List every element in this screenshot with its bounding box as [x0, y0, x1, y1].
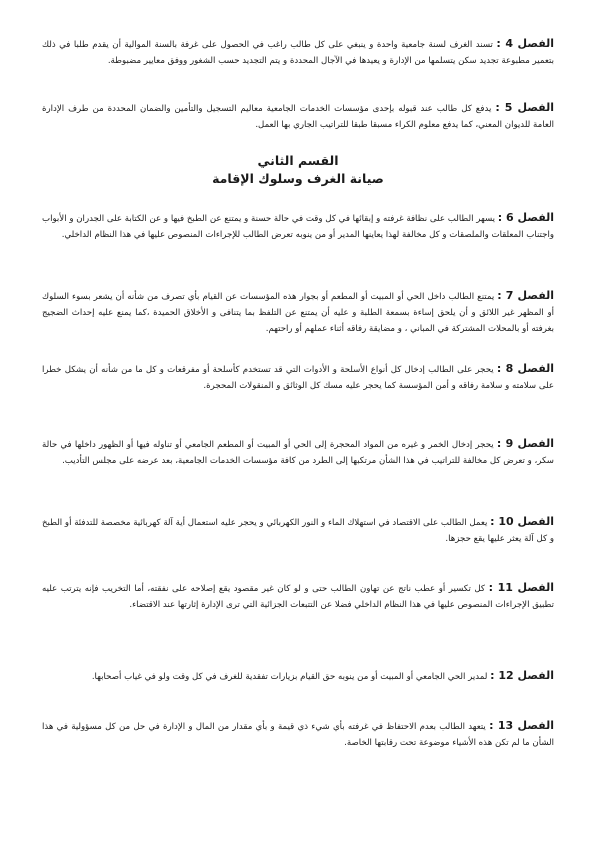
article-label: الفصل 12 : — [490, 669, 554, 682]
article-8 — [42, 361, 554, 394]
article-text: يسهر الطالب على نظافة غرفته و إبقائها في كل وقت في حالة حسنة و يمتنع عن الطبخ فيها و عن الكتابة على الجدران و الأبواب واجتناب المعلقات والملصقات و كل مخالفة لهذا يعاينها المدير أو من ينوبه تعرض الطالب للإجراءات المنصوص عليها في هذا النظام الداخلي. — [42, 214, 554, 240]
article-label: الفصل 9 : — [496, 437, 555, 450]
article-text: يتعهد الطالب بعدم الاحتفاظ في غرفته بأي شيء ذي قيمة و بأي مقدار من المال و الإدارة في حل من كل مسؤولية في هذا الشأن ما لم تكن هذه الأشياء موضوعة تحت رقابتها الخاصة. — [42, 722, 554, 748]
article-text: كل تكسير أو عطب ناتج عن تهاون الطالب حتى و لو كان غير مقصود يقع إصلاحه على نفقته، أما التخريب فإنه يترتب عليه تطبيق الإجراءات المنصوص عليها في هذا النظام الداخلي فضلا عن التتبعات الجزائية التي ترى الإدارة إثارتها عند الاقتضاء. — [42, 584, 554, 610]
article-6 — [42, 210, 554, 243]
article-text: تسند الغرف لسنة جامعية واحدة و ينبغي على كل طالب راغب في الحصول على غرفة بالسنة الموالية أن يقدم طلبا في ذلك بتعمير مطبوعة تجديد سكن يتسلمها من الإدارة و يعيدها في الآجال المحددة و يتم التجديد حسب الشغور ووفق معايير مضبوطة. — [42, 40, 554, 66]
article-label: الفصل 5 : — [495, 101, 554, 114]
article-label: الفصل 13 : — [489, 719, 554, 732]
article-text: يعمل الطالب على الاقتصاد في استهلاك الماء و النور الكهربائي و يحجر عليه استعمال أية آلة كهربائية مخصصة للتدفئة أو الطبخ و كل آلة يعثر عليها يقع حجزها. — [42, 518, 554, 544]
section-title: القسم الثاني — [257, 153, 339, 168]
article-12 — [42, 668, 554, 685]
article-11 — [42, 580, 554, 613]
article-text: يمتنع الطالب داخل الحي أو المبيت أو المطعم أو بجوار هذه المؤسسات عن القيام بأي تصرف من شأنه أن يشعر بسوء السلوك أو المظهر غير اللائق و أن يلحق إساءة بسمعة الطلبة و عليه أن يمتنع عن التلفظ بما يتنافى و الأخلاق الحميدة ،كما يمنع عليه إحداث الضجيج بغرفته أو بالمحلات المشتركة في المباني ، و مضايقة رفاقه أثناء عملهم أو راحتهم. — [42, 292, 554, 334]
article-text: لمدير الحي الجامعي أو المبيت أو من ينوبه حق القيام بزيارات تفقدية للغرف في كل وقت ولو في غياب أصحابها. — [91, 672, 488, 682]
article-5 — [42, 100, 554, 133]
article-7 — [42, 288, 554, 337]
section-subtitle: صيانة الغرف وسلوك الإقامة — [212, 171, 384, 186]
article-4 — [42, 36, 554, 69]
article-text: يحجر على الطالب إدخال كل أنواع الأسلحة و الأدوات التي قد تستخدم كأسلحة أو مفرقعات و كل ما من شأنه أن يشكل خطرا على سلامته و سلامة رفاقه و أمن المؤسسة كما يحجر عليه مسك كل الوثائق و المنقولات المحجرة. — [42, 365, 554, 391]
article-label: الفصل 4 : — [496, 37, 555, 50]
article-label: الفصل 8 : — [496, 362, 555, 375]
article-10 — [42, 514, 554, 547]
article-label: الفصل 11 : — [488, 581, 555, 594]
article-text: يدفع كل طالب عند قبوله بإحدى مؤسسات الخدمات الجامعية معاليم التسجيل والتأمين والضمان المحددة من طرف الإدارة العامة للديوان المعني، كما يدفع معلوم الكراء مسبقا طبقا للتراتيب الجاري بها العمل. — [42, 104, 554, 130]
article-label: الفصل 7 : — [497, 289, 555, 302]
article-13 — [42, 718, 554, 751]
article-label: الفصل 6 : — [497, 211, 555, 224]
article-label: الفصل 10 : — [490, 515, 554, 528]
article-text: يحجر إدخال الخمر و غيره من المواد المحجرة إلى الحي أو المبيت أو المطعم الجامعي أو تناوله فيها أو الظهور داخلها في حالة سكر، و تعرض كل مخالفة للتراتيب في هذا الشأن مرتكبها إلى الطرد من كافة مؤسسات الخدمات الجامعية، بعد عرضه على مجلس التأديب. — [42, 440, 554, 466]
article-9 — [42, 436, 554, 469]
